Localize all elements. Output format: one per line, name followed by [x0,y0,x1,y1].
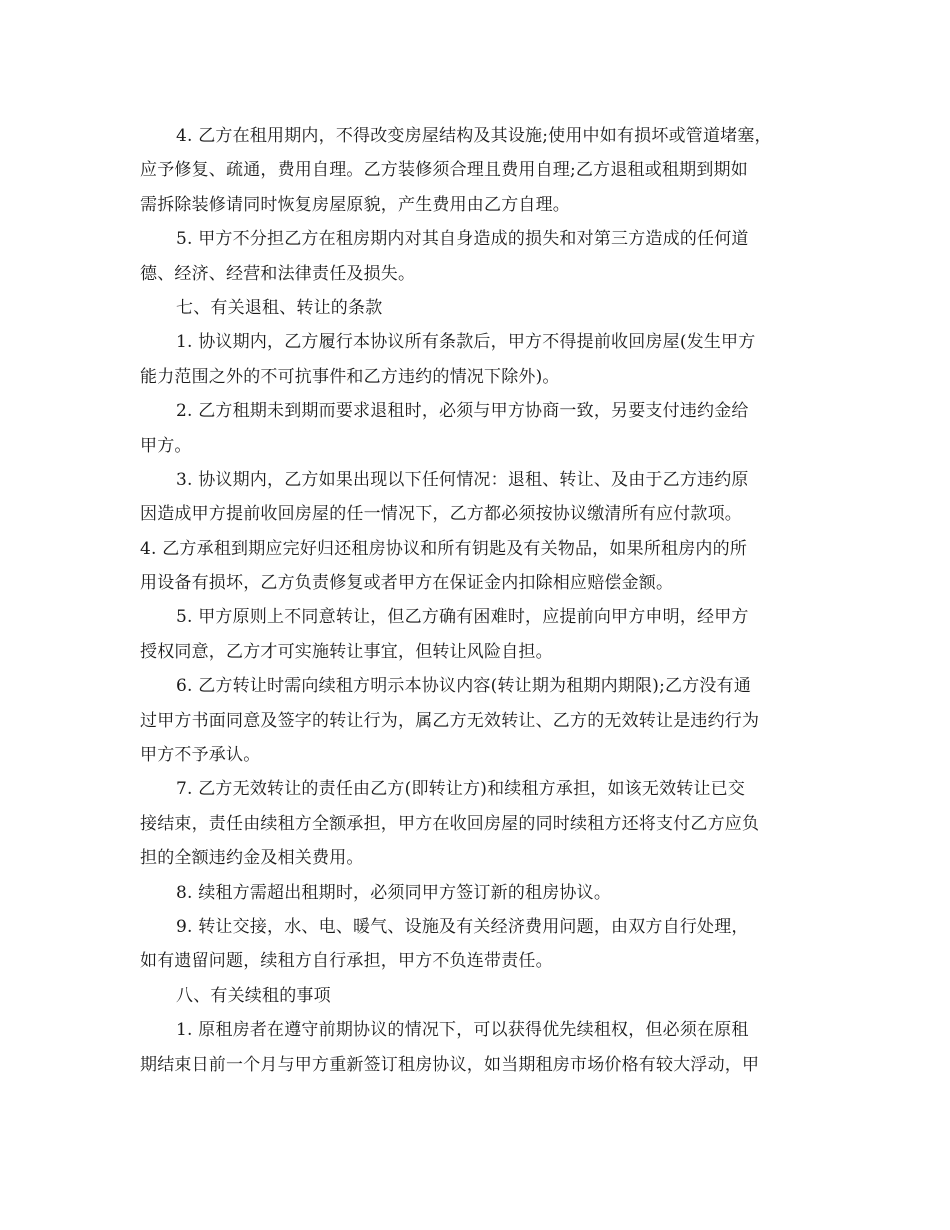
text-line: 因造成甲方提前收回房屋的任一情况下，乙方都必须按协议缴清所有应付款项。 [140,504,742,525]
text-line: 5. 甲方不分担乙方在租房期内对其自身造成的损失和对第三方造成的任何道 [176,229,749,250]
text-line: 用设备有损坏，乙方负责修复或者甲方在保证金内扣除相应赔偿金额。 [140,573,674,594]
text-line: 1. 协议期内，乙方履行本协议所有条款后，甲方不得提前收回房屋(发生甲方 [176,332,756,353]
text-line: 甲方不予承认。 [140,745,261,766]
text-line: 9. 转让交接，水、电、暖气、设施及有关经济费用问题，由双方自行处理， [176,916,749,937]
text-line: 8. 续租方需超出租期时，必须同甲方签订新的租房协议。 [176,882,612,903]
text-line: 4. 乙方在租用期内，不得改变房屋结构及其设施;使用中如有损坏或管道堵塞， [176,126,772,146]
text-line: 过甲方书面同意及签字的转让行为，属乙方无效转让、乙方的无效转让是违约行为 [140,710,760,731]
text-line: 4. 乙方承租到期应完好归还租房协议和所有钥匙及有关物品，如果所租房内的所 [140,538,748,559]
text-line: 需拆除装修请同时恢复房屋原貌，产生费用由乙方自理。 [140,194,570,215]
text-line: 期结束日前一个月与甲方重新签订租房协议，如当期租房市场价格有较大浮动，甲 [140,1054,760,1075]
text-line: 如有遗留问题，续租方自行承担，甲方不负连带责任。 [140,951,553,972]
text-line: 应予修复、疏通，费用自理。乙方装修须合理且费用自理;乙方退租或租期到期如 [140,160,748,181]
text-line: 授权同意，乙方才可实施转让事宜，但转让风险自担。 [140,641,553,662]
text-line: 接结束，责任由续租方全额承担，甲方在收回房屋的同时续租方还将支付乙方应负 [140,813,760,834]
text-line: 能力范围之外的不可抗事件和乙方违约的情况下除外)。 [140,366,560,387]
text-line: 甲方。 [140,435,192,456]
text-line: 1. 原租房者在遵守前期协议的情况下，可以获得优先续租权，但必须在原租 [176,1020,749,1041]
text-line: 6. 乙方转让时需向续租方明示本协议内容(转让期为租期内期限);乙方没有通 [176,676,752,697]
text-line: 5. 甲方原则上不同意转让，但乙方确有困难时，应提前向甲方申明，经甲方 [176,607,749,628]
text-line: 担的全额违约金及相关费用。 [140,848,364,869]
document-body [140,119,820,1082]
text-line: 3. 协议期内，乙方如果出现以下任何情况：退租、转让、及由于乙方违约原 [176,469,749,490]
text-line: 八、有关续租的事项 [176,985,331,1006]
text-line: 7. 乙方无效转让的责任由乙方(即转让方)和续租方承担，如该无效转让已交 [176,779,746,800]
text-line: 德、经济、经营和法律责任及损失。 [140,263,416,284]
text-line: 2. 乙方租期未到期而要求退租时，必须与甲方协商一致，另要支付违约金给 [176,401,749,422]
text-line: 七、有关退租、转让的条款 [176,297,383,318]
